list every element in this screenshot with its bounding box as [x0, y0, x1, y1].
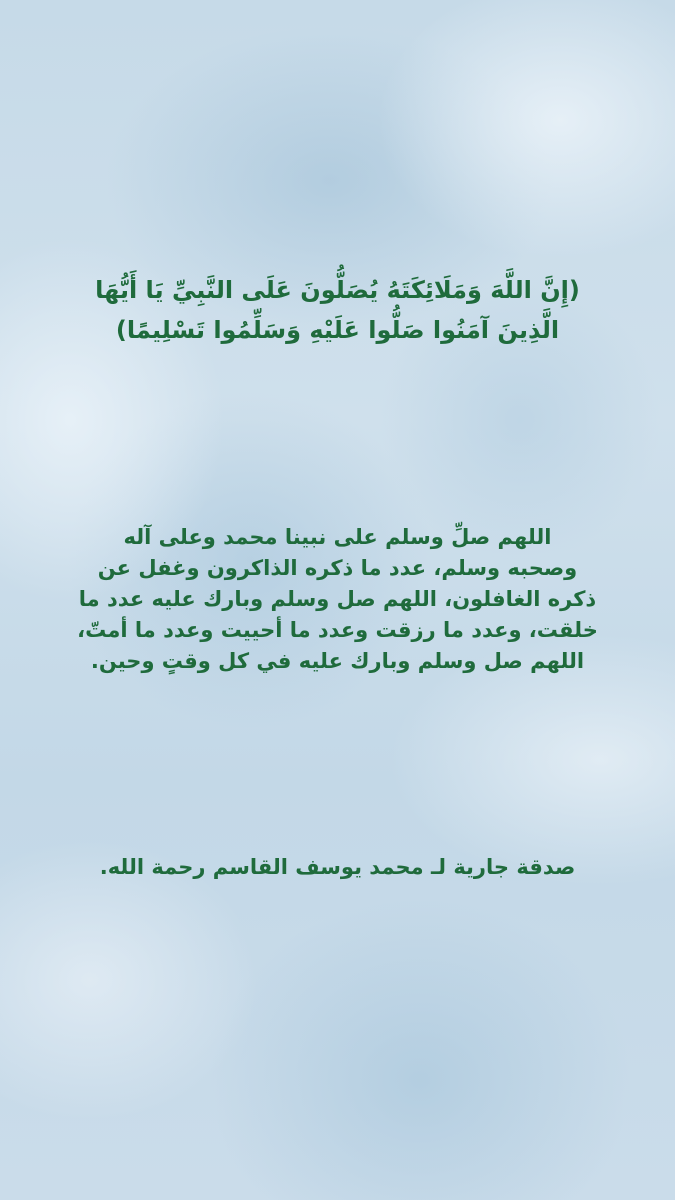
- quran-verse: [0, 270, 675, 350]
- charity-dedication: صدقة جارية لـ محمد يوسف القاسم رحمة الله.: [99, 855, 576, 879]
- salawat-prayer: [0, 522, 675, 677]
- verse-line-1: (إِنَّ اللَّهَ وَمَلَائِكَتَهُ يُصَلُّونَ عَلَى النَّبِيِّ يَا أَيُّهَا: [95, 276, 580, 304]
- prayer-line-1: اللهم صلِّ وسلم على نبينا محمد وعلى آله: [123, 525, 552, 549]
- prayer-line-4: خلقت، وعدد ما رزقت وعدد ما أحييت وعدد ما أمتّ،: [77, 618, 598, 642]
- prayer-line-3: ذكره الغافلون، اللهم صل وسلم وبارك عليه عدد ما: [78, 587, 597, 611]
- prayer-line-2: وصحبه وسلم، عدد ما ذكره الذاكرون وغفل عن: [97, 556, 578, 580]
- verse-line-2: الَّذِينَ آمَنُوا صَلُّوا عَلَيْهِ وَسَلِّمُوا تَسْلِيمًا): [115, 316, 560, 344]
- prayer-line-5: اللهم صل وسلم وبارك عليه في كل وقتٍ وحين.: [90, 649, 585, 673]
